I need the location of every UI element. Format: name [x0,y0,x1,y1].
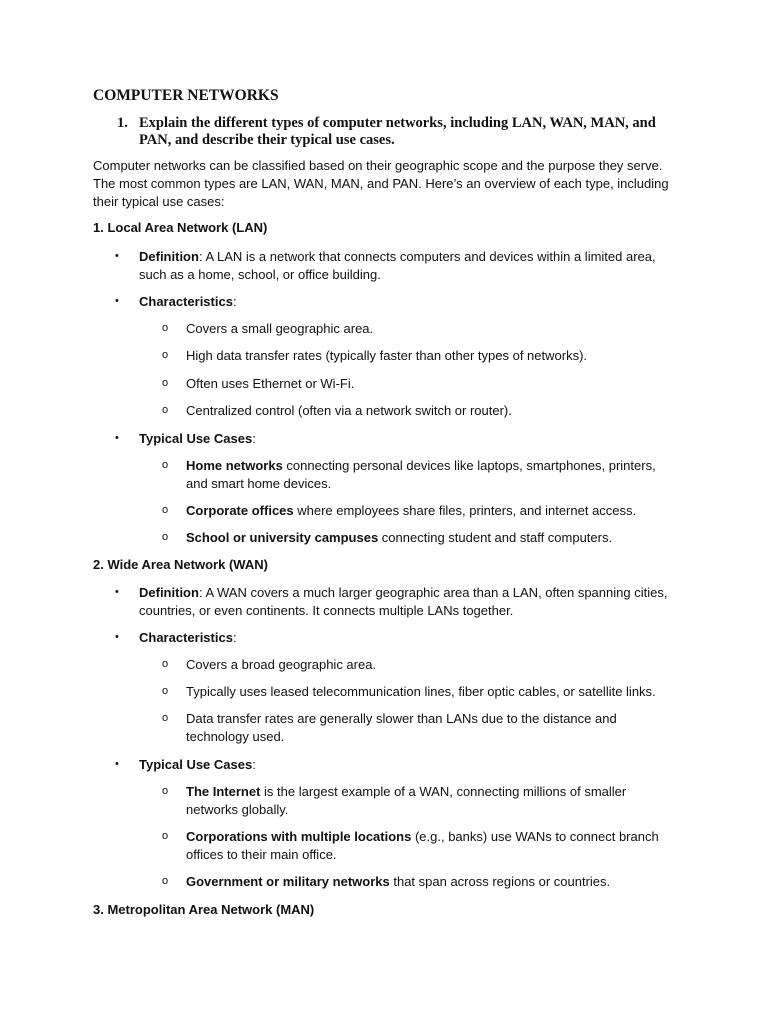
wan-characteristics: • Characteristics: [115,630,237,645]
bullet-dot-icon: • [115,586,119,598]
question-number: 1. [117,115,128,131]
definition-text: : A LAN is a network that connects computers and devices within a limited area, such as a home, school, or office building. [139,249,656,282]
sub-bullet-icon: o [162,830,169,842]
list-item: o High data transfer rates (typically faster than other types of networks). [162,348,588,363]
sub-bullet-icon: o [162,404,169,416]
sub-bullet-icon: o [162,459,169,471]
definition-text: : A WAN covers a much larger geographic area than a LAN, often spanning cities, countries, or even continents. It connects multiple LANs together. [139,585,668,618]
list-item: o Government or military networks that span across regions or countries. [162,874,611,889]
bullet-dot-icon: • [115,432,119,444]
sub-bullet-icon: o [162,322,169,334]
bullet-dot-icon: • [115,295,119,307]
sub-bullet-icon: o [162,712,169,724]
wan-use-cases: • Typical Use Cases: [115,757,256,772]
list-item: o The Internet is the largest example of a WAN, connecting millions of smaller networks globally. [162,784,627,817]
use-cases-label: Typical Use Cases [139,757,253,772]
list-item: o Typically uses leased telecommunication lines, fiber optic cables, or satellite links. [162,684,656,699]
lan-characteristics: • Characteristics: [115,294,237,309]
definition-label: Definition [139,249,199,264]
lan-use-cases: • Typical Use Cases: [115,431,256,446]
sub-bullet-icon: o [162,685,169,697]
characteristics-label: Characteristics [139,294,233,309]
section-heading-man: 3. Metropolitan Area Network (MAN) [93,902,315,917]
list-item: o Corporate offices where employees share files, printers, and internet access. [162,503,637,518]
sub-bullet-icon: o [162,785,169,797]
intro-paragraph: Computer networks can be classified based on their geographic scope and the purpose they serve. The most common types are LAN, WAN, MAN, and PAN. Here’s an overview of each type, including their typical use cases: [93,158,669,209]
lan-definition [115,248,675,283]
use-cases-label: Typical Use Cases [139,431,253,446]
section-heading-wan: 2. Wide Area Network (WAN) [93,557,268,572]
section-heading-lan: 1. Local Area Network (LAN) [93,220,268,235]
list-item: o Centralized control (often via a network switch or router). [162,403,512,418]
bullet-dot-icon: • [115,250,119,262]
document-title: COMPUTER NETWORKS [93,87,279,104]
sub-bullet-icon: o [162,504,169,516]
bullet-dot-icon: • [115,631,119,643]
definition-label: Definition [139,585,199,600]
list-item: o Often uses Ethernet or Wi-Fi. [162,376,355,391]
question [93,115,673,149]
list-item: o School or university campuses connecting student and staff computers. [162,530,613,545]
list-item: o Corporations with multiple locations (e.g., banks) use WANs to connect branch offices to their main office. [162,829,659,862]
characteristics-label: Characteristics [139,630,233,645]
question-text: Explain the different types of computer networks, including LAN, WAN, MAN, and PAN, and describe their typical use cases. [139,115,656,148]
sub-bullet-icon: o [162,531,169,543]
list-item: o Covers a broad geographic area. [162,657,377,672]
list-item: o Home networks connecting personal devices like laptops, smartphones, printers, and smart home devices. [162,458,656,491]
sub-bullet-icon: o [162,377,169,389]
list-item: o Data transfer rates are generally slower than LANs due to the distance and technology used. [162,711,617,744]
sub-bullet-icon: o [162,875,169,887]
wan-definition [115,584,675,619]
sub-bullet-icon: o [162,658,169,670]
bullet-dot-icon: • [115,758,119,770]
list-item: o Covers a small geographic area. [162,321,374,336]
sub-bullet-icon: o [162,349,169,361]
